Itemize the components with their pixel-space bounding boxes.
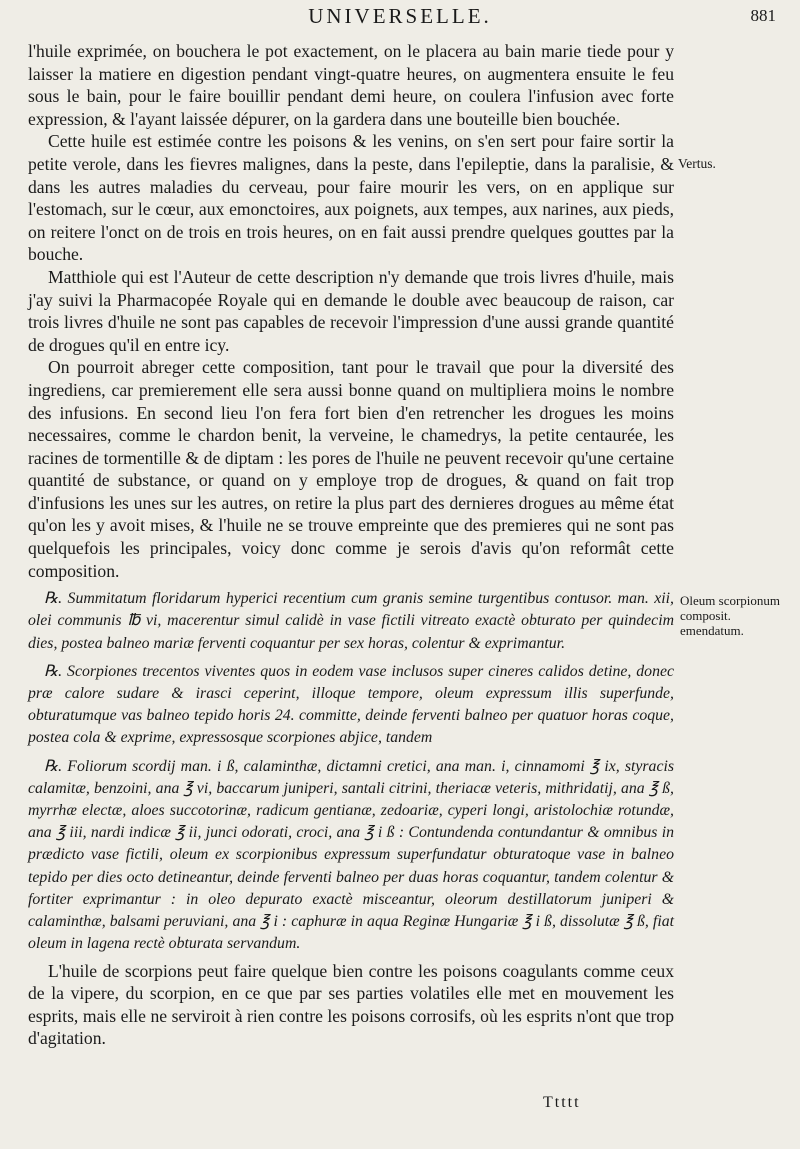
- recipe: ℞. Foliorum scordij man. i ß, calaminthæ, dictamni cretici, ana man. i, cinnamomi ℥ ix, styracis calamitæ, benzoini, ana ℥ vi, baccarum juniperi, santali citrini, theriacæ veteris, mithridatij, ana ℥ ß, myrrhæ electæ, aloes succotorinæ, radicum gentianæ, zedoariæ, cyperi longi, aristolochiæ rotundæ, ana ℥ iii, nardi indicæ ℥ ii, junci odorati, croci, ana ℥ i ß : Contundenda contundantur & omnibus in prædicto vase fictili, oleum ex scorpionibus expressum superfundatur obturatoque vase in balneo tepido per dies octo detineantur, deinde ferventi balneo per duas horas coquantur, tandem colentur & fortiter exprimantur : in oleo depurato exactè misceantur, oleorum destillatorum juniperi & calaminthæ, balsami peruviani, ana ℥ i : caphuræ in aqua Reginæ Hungariæ ℥ i ß, dissolutæ ℥ ß, fiat oleum in lagena rectè obturata servandum.: [28, 757, 674, 953]
- main-text: [28, 40, 674, 1050]
- paragraph: Matthiole qui est l'Auteur de cette description n'y demande que trois livres d'huile, mais j'ay suivi la Pharmacopée Royale qui en demande le double avec beaucoup de raison, car trois livres d'huile ne sont pas capables de recevoir l'impression d'une aussi grande quantité de drogues qu'il en entre icy.: [28, 266, 674, 355]
- recipe: ℞. Scorpiones trecentos viventes quos in eodem vase inclusos super cineres calidos detine, donec præ calore sudare & irasci ceperint, illoque tempore, oleum expressum illis superfunde, obturatumque vas balneo tepido horis 24. committe, deinde ferventi balneo per quatuor horas coque, postea cola & exprime, expressosque scorpiones abjice, tandem: [28, 662, 674, 747]
- running-header: UNIVERSELLE.: [308, 4, 492, 28]
- margin-note-oleum: Oleum scorpionum composit. emendatum.: [680, 593, 781, 638]
- paragraph: L'huile de scorpions peut faire quelque bien contre les poisons coagulants comme ceux de la vipere, du scorpion, en ce que par ses parties volatiles elle met en mouvement les esprits, mais elle ne serviroit à rien contre les poisons corrosifs, où les esprits n'ont que trop d'agitation.: [28, 960, 674, 1049]
- page-number: 881: [750, 6, 776, 25]
- paragraph: Cette huile est estimée contre les poisons & les venins, on s'en sert pour faire sortir la petite verole, dans les fievres malignes, dans la peste, dans l'epileptie, dans la paralisie, & dans les autres maladies du cerveau, pour faire mourir les vers, on en applique sur l'estomach, sur le cœur, aux emonctoires, aux poignets, aux tempes, aux narines, aux pieds, on reitere l'onct on de trois en trois heures, on en fait aussi prendre quelques gouttes par la bouche.: [28, 131, 674, 265]
- paragraph: On pourroit abreger cette composition, tant pour le travail que pour la diversité des ingrediens, car premierement elle sera aussi bonne quand on multipliera moins le nombre des infusions. En second lieu l'on fera fort bien d'en retrencher les drogues les moins necessaires, comme le chardon benit, la verveine, le chamedrys, la petite centaurée, les racines de tormentille & de diptam : les pores de l'huile ne peuvent recevoir qu'une certaine quantité de substance, or quand on y employe trop de drogues, & quand on fait trop d'infusions les unes sur les autres, on retire la plus part des dernieres drogues au même état qu'on les y avoit mises, & l'huile ne se trouve empreinte que des premieres qui ne sont pas quelquefois les principales, voicy donc comme je serois d'avis qu'on reformât cette composition.: [28, 357, 674, 581]
- paragraph: l'huile exprimée, on bouchera le pot exactement, on le placera au bain marie tiede pour y laisser la matiere en digestion pendant vingt-quatre heures, on augmentera ensuite le feu sous le bain, pour le faire bouillir pendant demi heure, on coulera l'infusion avec forte expression, & l'ayant laissée dépurer, on la gardera dans une bouteille bien bouchée.: [28, 41, 674, 129]
- catchword: Ttttt: [543, 1094, 581, 1111]
- recipe: ℞. Summitatum floridarum hyperici recentium cum granis semine turgentibus contusor. man. xii, olei communis ℔ vi, macerentur simul calidè in vase fictili vitreato exactè obturato per quindecim dies, postea balneo mariæ ferventi coquantur per sex horas, colentur & exprimantur.: [28, 590, 674, 652]
- margin-note-vertus: Vertus.: [678, 156, 716, 171]
